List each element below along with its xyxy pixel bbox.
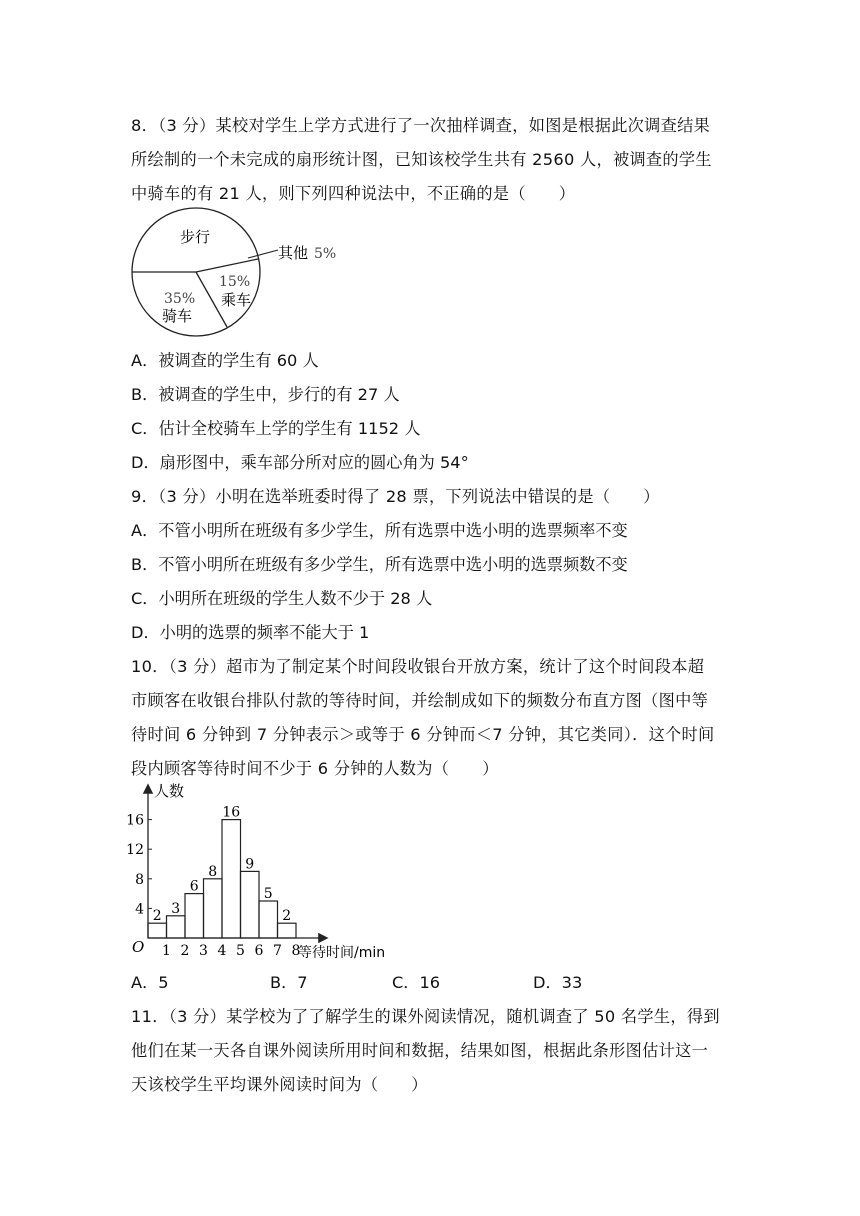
- histogram-bar: [204, 879, 223, 938]
- histogram-bar: [259, 901, 278, 938]
- q10-option-a: A．5: [131, 973, 169, 992]
- q10-option-c: C．16: [392, 973, 441, 992]
- bar-value-label: 16: [222, 804, 241, 821]
- bar-value-label: 9: [245, 856, 255, 873]
- y-tick-label: 4: [135, 901, 144, 918]
- q9-option-c: C．小明所在班级的学生人数不少于 28 人: [131, 589, 433, 608]
- q9-option-a: A．不管小明所在班级有多少学生，所有选票中选小明的选票频率不变: [131, 521, 628, 540]
- x-axis-label: 等待时间/min: [298, 945, 386, 961]
- histogram-bar: [222, 820, 241, 938]
- x-tick-label: 4: [217, 943, 227, 959]
- pie-label-bike: 骑车: [162, 307, 193, 325]
- x-tick-label: 6: [254, 943, 264, 959]
- y-axis-label: 人数: [154, 782, 185, 800]
- y-tick-label: 12: [126, 842, 144, 859]
- pie-label-other-pct: 5%: [314, 246, 337, 262]
- q8-stem-line-1: 8．（3 分）某校对学生上学方式进行了一次抽样调查，如图是根据此次调查结果: [131, 116, 711, 135]
- bar-value-label: 2: [152, 908, 162, 925]
- origin-label: O: [132, 938, 145, 956]
- y-tick-label: 8: [135, 871, 144, 888]
- q9-option-d: D．小明的选票的频率不能大于 1: [131, 623, 370, 642]
- y-tick-label: 16: [126, 812, 144, 829]
- pie-label-other: 其他: [278, 244, 309, 262]
- q8-stem-line-2: 所绘制的一个未完成的扇形统计图，已知该校学生共有 2560 人，被调查的学生: [131, 150, 712, 169]
- q10-stem-line-3: 待时间 6 分钟到 7 分钟表示＞或等于 6 分钟而＜7 分钟，其它类同）．这个时间: [131, 725, 715, 744]
- q10-stem-line-4: 段内顾客等待时间不少于 6 分钟的人数为（ ）: [131, 759, 499, 778]
- pie-label-bus: 乘车: [221, 291, 252, 309]
- x-tick-label: 3: [199, 943, 208, 959]
- q11-stem-line-3: 天该校学生平均课外阅读时间为（ ）: [131, 1075, 428, 1094]
- q8-option-c: C．估计全校骑车上学的学生有 1152 人: [131, 419, 421, 438]
- pie-chart: [128, 206, 368, 346]
- q10-stem-line-2: 市顾客在收银台排队付款的等待时间，并绘制成如下的频数分布直方图（图中等: [131, 691, 709, 710]
- histogram-bar: [241, 871, 260, 938]
- pie-label-bus-pct: 15%: [219, 274, 251, 290]
- q11-stem-line-2: 他们在某一天各自课外阅读所用时间和数据，结果如图，根据此条形图估计这一: [131, 1041, 709, 1060]
- bar-value-label: 3: [171, 900, 181, 917]
- x-tick-label: 7: [273, 943, 282, 959]
- q10-option-d: D．33: [533, 973, 583, 992]
- pie-label-walk: 步行: [180, 228, 211, 246]
- q10-stem-line-1: 10．（3 分）超市为了制定某个时间段收银台开放方案，统计了这个时间段本超: [131, 657, 705, 676]
- x-tick-label: 5: [236, 943, 245, 959]
- q8-option-b: B．被调查的学生中，步行的有 27 人: [131, 385, 400, 404]
- histogram-bar: [278, 923, 297, 938]
- q11-stem-line-1: 11．（3 分）某学校为了了解学生的课外阅读情况，随机调查了 50 名学生，得到: [131, 1007, 720, 1026]
- bar-value-label: 2: [282, 908, 292, 925]
- histogram-chart: [126, 778, 386, 964]
- histogram-bar: [185, 894, 204, 938]
- histogram-bar: [167, 916, 186, 938]
- x-tick-label: 2: [180, 943, 190, 959]
- pie-label-bike-pct: 35%: [164, 291, 196, 307]
- bar-value-label: 6: [189, 878, 199, 895]
- q9-option-b: B．不管小明所在班级有多少学生，所有选票中选小明的选票频数不变: [131, 555, 628, 574]
- q8-option-a: A．被调查的学生有 60 人: [131, 351, 319, 370]
- bar-value-label: 8: [208, 863, 218, 880]
- x-tick-label: 8: [291, 943, 301, 959]
- q8-option-d: D．扇形图中，乘车部分所对应的圆心角为 54°: [131, 453, 469, 472]
- q9-stem: 9．（3 分）小明在选举班委时得了 28 票，下列说法中错误的是（ ）: [131, 487, 660, 506]
- q10-option-b: B．7: [270, 973, 308, 992]
- q8-stem-line-3: 中骑车的有 21 人，则下列四种说法中，不正确的是（ ）: [131, 184, 576, 203]
- x-tick-label: 1: [162, 943, 171, 959]
- bar-value-label: 5: [263, 886, 273, 902]
- histogram-bar: [148, 923, 167, 938]
